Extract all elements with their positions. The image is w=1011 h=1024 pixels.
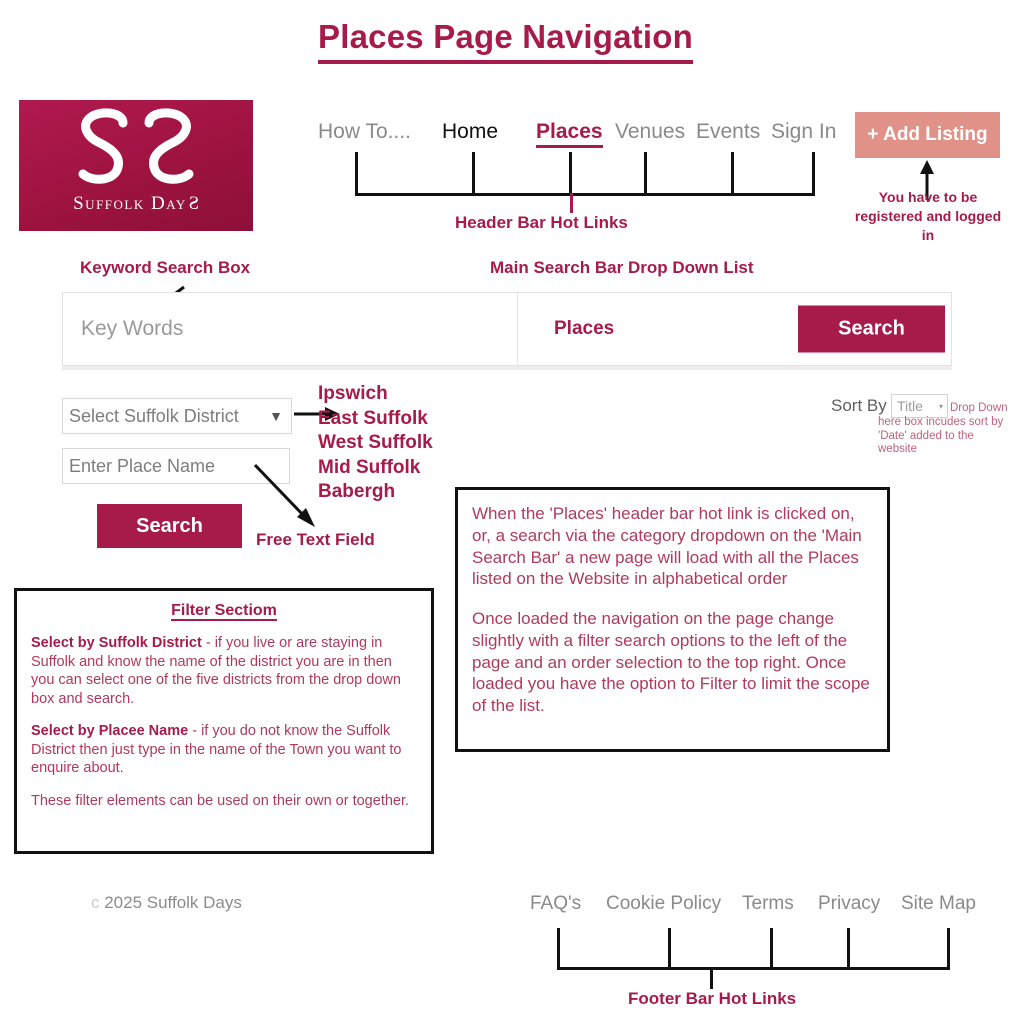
filter-section-callout-box	[14, 588, 434, 854]
places-description-callout-box	[455, 487, 890, 752]
filter-item-place-text: - if you do not know the Suffolk District then just type in the name of the Town you want to enquire about.	[31, 723, 402, 777]
description-paragraph-1: When the 'Places' header bar hot link is clicked on, or, a search via the category dropdown on the 'Main Search Bar' a new page will load with all the Places listed on the Website in alphabetical order	[472, 504, 862, 589]
bracket-baseline	[557, 967, 950, 970]
footer-link-cookie-policy[interactable]: Cookie Policy	[606, 893, 722, 914]
bracket-baseline	[355, 193, 815, 196]
filter-search-button[interactable]: Search	[97, 504, 242, 548]
header-bracket-label: Header Bar Hot Links	[455, 213, 628, 232]
nav-item-venues[interactable]: Venues	[615, 120, 686, 143]
keyword-search-input[interactable]	[63, 293, 518, 365]
footer-bracket-label: Footer Bar Hot Links	[628, 989, 797, 1008]
filter-item-district-text: - if you live or are staying in Suffolk and know the name of the district you are in then you can select one of the five districts from the drop down box and search.	[31, 635, 401, 707]
nav-item-home[interactable]: Home	[442, 120, 499, 143]
bracket-tick	[557, 928, 560, 970]
bracket-tick	[847, 928, 850, 970]
main-search-button[interactable]: Search	[798, 306, 945, 353]
nav-item-events[interactable]: Events	[696, 120, 761, 143]
filter-item-place-bold: Select by Placee Name	[31, 723, 189, 740]
bracket-tick	[472, 152, 475, 196]
main-search-bar	[62, 292, 952, 366]
main-search-category-dropdown[interactable]	[518, 293, 951, 365]
sort-by-label: Sort By	[831, 396, 887, 415]
footer-link-terms[interactable]: Terms	[742, 893, 794, 914]
bracket-tick	[644, 152, 647, 196]
filter-item-district-bold: Select by Suffolk District	[31, 635, 202, 651]
sort-note-line1: Drop Down	[950, 402, 1008, 414]
bracket-tick	[812, 152, 815, 196]
sort-note-rest: here box incudes sort by 'Date' added to the website	[878, 415, 1004, 456]
filter-section-title: Filter Sectiom	[171, 602, 277, 619]
district-option: West Suffolk	[318, 432, 433, 454]
district-option: Mid Suffolk	[318, 456, 421, 478]
chevron-down-icon: ▾	[938, 401, 943, 411]
add-listing-button[interactable]: + Add Listing	[855, 112, 1000, 158]
free-text-callout-arrow-icon	[253, 463, 321, 531]
header-nav	[318, 120, 837, 150]
sort-by-note	[878, 402, 1010, 457]
header-bracket-annotation	[355, 148, 815, 196]
bracket-tick	[355, 152, 358, 196]
footer-nav	[530, 893, 990, 921]
district-options-list	[318, 382, 433, 505]
district-option: East Suffolk	[318, 407, 428, 429]
page-title	[0, 18, 1011, 56]
bracket-tick	[947, 928, 950, 970]
site-logo[interactable]	[19, 100, 253, 231]
bracket-tick	[569, 152, 572, 196]
district-option: Ipswich	[318, 383, 388, 404]
copyright-years: 2025 Suffolk Days	[99, 893, 242, 912]
district-select-value: Select Suffolk District	[69, 405, 239, 426]
chevron-down-icon: ▼	[269, 408, 283, 424]
footer-link-faqs[interactable]: FAQ's	[530, 893, 582, 914]
filter-section-item-combined: These filter elements can be used on their own or together.	[31, 792, 410, 809]
logo-ss-mark-icon	[19, 106, 253, 186]
footer-bracket-stem	[710, 967, 713, 989]
free-text-field-label: Free Text Field	[256, 530, 375, 549]
logo-wordmark: Suffolk DayS	[73, 193, 199, 214]
filter-section-item-place	[31, 722, 417, 778]
nav-item-places[interactable]: Places	[536, 120, 603, 148]
main-search-dropdown-label: Main Search Bar Drop Down List	[490, 258, 754, 277]
copyright-symbol-icon: c	[91, 893, 100, 912]
add-listing-note: You have to be registered and logged in	[854, 189, 1002, 243]
footer-link-privacy[interactable]: Privacy	[818, 893, 881, 914]
filter-section-item-district	[31, 634, 417, 708]
suffolk-district-select[interactable]	[62, 398, 292, 434]
bracket-tick	[731, 152, 734, 196]
bracket-tick	[668, 928, 671, 970]
footer-link-site-map[interactable]: Site Map	[901, 893, 976, 914]
keyword-search-box-label: Keyword Search Box	[80, 258, 251, 277]
bracket-tick	[770, 928, 773, 970]
nav-item-sign-in[interactable]: Sign In	[771, 120, 837, 143]
nav-item-how-to[interactable]: How To....	[318, 120, 411, 143]
copyright-text	[91, 893, 242, 913]
header-bracket-stem	[570, 193, 573, 213]
page-title-text: Places Page Navigation	[318, 18, 693, 64]
footer-bracket-annotation	[557, 922, 950, 970]
description-paragraph-2: Once loaded the navigation on the page change slightly with a filter search options to the left of the page and an order selection to the top right. Once loaded you have the option to Filter to limit the scope of the list.	[472, 609, 870, 715]
sort-selected-value: Title	[897, 398, 923, 414]
category-selected-value: Places	[554, 318, 615, 339]
district-option: Babergh	[318, 481, 396, 503]
